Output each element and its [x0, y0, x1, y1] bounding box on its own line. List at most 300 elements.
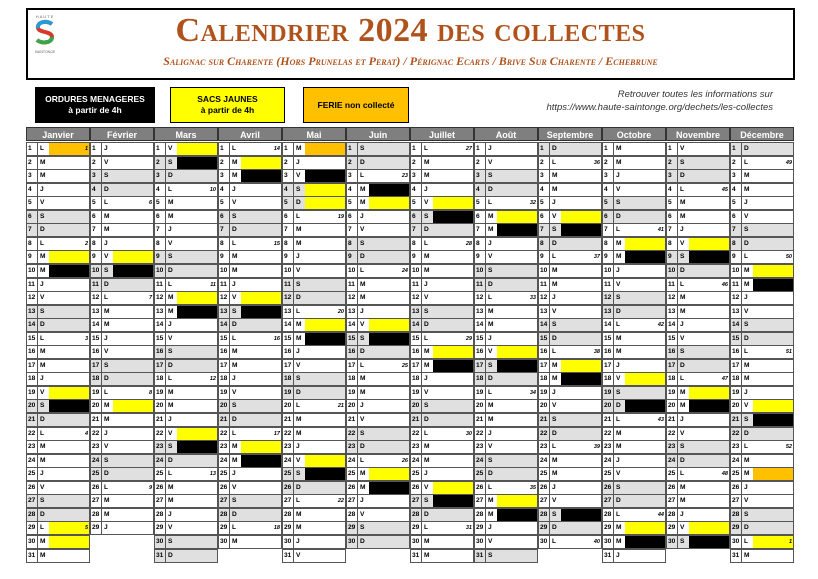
day-cell: [346, 278, 410, 292]
day-cell: [602, 440, 666, 454]
cell-divider: [229, 536, 230, 548]
day-cell: [218, 278, 282, 292]
day-cell: [282, 278, 346, 292]
cell-divider: [485, 387, 486, 399]
day-cell: [154, 427, 218, 441]
cell-divider: [293, 211, 294, 223]
day-number: 2: [668, 158, 672, 166]
day-number: 9: [412, 253, 416, 261]
day-cell: [90, 156, 154, 170]
weekday-letter: L: [488, 483, 493, 491]
weekday-letter: L: [680, 375, 685, 383]
cell-divider: [549, 292, 550, 304]
om-collection-marker: [433, 495, 473, 507]
weekday-letter: D: [616, 212, 621, 220]
weekday-letter: D: [680, 266, 685, 274]
week-number: 33: [529, 295, 536, 302]
cell-divider: [421, 197, 422, 209]
day-cell: [666, 318, 730, 332]
day-number: 22: [220, 429, 228, 437]
cell-divider: [229, 333, 230, 345]
weekday-letter: M: [40, 551, 46, 559]
day-cell: [666, 345, 730, 359]
weekday-letter: M: [232, 348, 238, 356]
day-number: 6: [732, 212, 736, 220]
sj-collection-marker: [497, 495, 537, 507]
cell-divider: [357, 414, 358, 426]
cell-divider: [485, 536, 486, 548]
week-number: 39: [593, 444, 600, 451]
cell-divider: [165, 224, 166, 236]
weekday-letter: V: [744, 402, 749, 410]
weekday-letter: S: [168, 443, 173, 451]
day-cell: [602, 454, 666, 468]
cell-divider: [357, 184, 358, 196]
weekday-letter: S: [360, 334, 365, 342]
week-number: 30: [465, 430, 472, 437]
weekday-letter: V: [40, 294, 45, 302]
weekday-letter: M: [744, 375, 750, 383]
day-number: 1: [412, 145, 416, 152]
cell-divider: [229, 495, 230, 507]
weekday-letter: L: [744, 253, 749, 261]
day-number: 18: [732, 375, 740, 383]
week-number: 22: [337, 498, 344, 505]
weekday-letter: V: [168, 334, 173, 342]
cell-divider: [165, 157, 166, 169]
day-number: 26: [220, 483, 228, 491]
day-number: 23: [668, 443, 676, 451]
cell-divider: [677, 455, 678, 467]
cell-divider: [293, 495, 294, 507]
cell-divider: [37, 400, 38, 412]
week-number: 37: [593, 254, 600, 261]
weekday-letter: V: [488, 158, 493, 166]
day-cell: [218, 454, 282, 468]
weekday-letter: V: [360, 226, 365, 234]
weekday-letter: D: [296, 294, 301, 302]
weekday-letter: S: [168, 537, 173, 545]
cell-divider: [37, 197, 38, 209]
day-number: 24: [476, 456, 484, 464]
day-cell: [538, 278, 602, 292]
weekday-letter: D: [232, 510, 237, 518]
weekday-letter: J: [104, 429, 108, 437]
day-cell: [666, 332, 730, 346]
weekday-letter: M: [488, 402, 494, 410]
cell-divider: [549, 522, 550, 534]
day-number: 27: [156, 497, 164, 505]
weekday-letter: M: [616, 348, 622, 356]
week-number: 51: [785, 349, 792, 356]
weekday-letter: J: [488, 429, 492, 437]
day-cell: [282, 372, 346, 386]
weekday-letter: S: [424, 212, 429, 220]
weekday-letter: S: [744, 416, 749, 423]
weekday-letter: M: [424, 537, 430, 545]
day-number: 17: [732, 361, 740, 369]
weekday-letter: J: [616, 172, 620, 180]
weekday-letter: L: [168, 375, 173, 383]
day-number: 25: [540, 470, 548, 478]
legend-om-label: ORDURES MENAGERES: [45, 94, 145, 104]
weekday-letter: J: [296, 443, 300, 451]
cell-divider: [485, 373, 486, 385]
day-number: 4: [604, 185, 608, 193]
day-number: 25: [412, 470, 420, 478]
weekday-letter: V: [104, 443, 109, 451]
day-cell: [666, 494, 730, 508]
day-number: 7: [476, 226, 480, 234]
weekday-letter: J: [360, 307, 364, 315]
day-cell: [282, 481, 346, 495]
cell-divider: [613, 387, 614, 399]
day-cell: [26, 223, 90, 237]
day-number: 27: [284, 497, 292, 505]
weekday-letter: S: [552, 226, 557, 234]
day-number: 19: [412, 388, 420, 396]
cell-divider: [485, 468, 486, 480]
cell-divider: [485, 550, 486, 562]
day-cell: [666, 264, 730, 278]
cell-divider: [485, 346, 486, 358]
cell-divider: [357, 495, 358, 507]
day-cell: [474, 142, 538, 156]
day-cell: [346, 413, 410, 427]
day-cell: [154, 250, 218, 264]
day-cell: [474, 454, 538, 468]
day-cell: [410, 332, 474, 346]
day-number: 3: [604, 172, 608, 180]
week-number: 45: [721, 186, 728, 193]
weekday-letter: M: [40, 537, 46, 545]
weekday-letter: D: [424, 321, 429, 329]
weekday-letter: M: [680, 483, 686, 491]
weekday-letter: L: [360, 361, 365, 369]
day-cell: [90, 237, 154, 251]
weekday-letter: D: [488, 185, 493, 193]
weekday-letter: M: [104, 212, 110, 220]
day-number: 3: [28, 172, 32, 180]
week-number: 26: [401, 457, 408, 464]
cell-divider: [165, 265, 166, 277]
weekday-letter: L: [488, 388, 493, 396]
day-cell: [730, 183, 794, 197]
weekday-letter: S: [552, 321, 557, 329]
day-number: 28: [732, 510, 740, 518]
weekday-letter: L: [360, 172, 365, 180]
day-number: 22: [668, 429, 676, 437]
cell-divider: [229, 428, 230, 440]
weekday-letter: M: [680, 388, 686, 396]
weekday-letter: V: [232, 483, 237, 491]
day-cell: [602, 210, 666, 224]
day-number: 8: [284, 239, 288, 247]
cell-divider: [741, 482, 742, 494]
weekday-letter: M: [552, 185, 558, 193]
weekday-letter: M: [232, 266, 238, 274]
day-cell: [602, 427, 666, 441]
weekday-letter: M: [168, 388, 174, 396]
weekday-letter: V: [680, 145, 685, 152]
day-number: 24: [284, 456, 292, 464]
weekday-letter: S: [616, 388, 621, 396]
day-number: 16: [604, 348, 612, 356]
cell-divider: [677, 157, 678, 169]
cell-divider: [101, 400, 102, 412]
day-cell: [90, 345, 154, 359]
day-number: 17: [284, 361, 292, 369]
week-number: 44: [657, 511, 664, 518]
day-cell: [26, 237, 90, 251]
day-cell: [602, 332, 666, 346]
day-number: 28: [220, 510, 228, 518]
day-cell: [26, 183, 90, 197]
om-collection-marker: [689, 536, 729, 548]
day-number: 10: [732, 266, 740, 274]
day-cell: [346, 291, 410, 305]
day-cell: [282, 250, 346, 264]
cell-divider: [229, 346, 230, 358]
day-number: 24: [540, 456, 548, 464]
cell-divider: [613, 373, 614, 385]
day-number: 9: [28, 253, 32, 261]
day-number: 9: [348, 253, 352, 261]
day-cell: [346, 210, 410, 224]
sj-collection-marker: [241, 157, 281, 169]
day-number: 24: [28, 456, 36, 464]
day-number: 3: [284, 172, 288, 180]
day-number: 7: [732, 226, 736, 234]
cell-divider: [741, 550, 742, 562]
cell-divider: [101, 279, 102, 291]
cell-divider: [293, 251, 294, 263]
cell-divider: [421, 157, 422, 169]
weekday-letter: D: [680, 361, 685, 369]
day-number: 17: [412, 361, 420, 369]
day-number: 5: [732, 199, 736, 207]
cell-divider: [101, 319, 102, 331]
cell-divider: [549, 373, 550, 385]
cell-divider: [293, 184, 294, 196]
day-number: 6: [412, 212, 416, 220]
cell-divider: [485, 211, 486, 223]
om-collection-marker: [369, 184, 409, 196]
weekday-letter: S: [424, 307, 429, 315]
cell-divider: [357, 536, 358, 548]
day-number: 17: [156, 361, 164, 369]
month-header-3: Mars: [154, 127, 218, 141]
day-cell: [410, 142, 474, 156]
om-collection-marker: [49, 400, 89, 412]
day-cell: [538, 386, 602, 400]
weekday-letter: M: [744, 551, 750, 559]
day-cell: [282, 223, 346, 237]
day-cell: [666, 196, 730, 210]
week-number: 25: [401, 362, 408, 369]
weekday-letter: J: [168, 226, 172, 234]
cell-divider: [37, 414, 38, 426]
cell-divider: [741, 319, 742, 331]
day-number: 4: [668, 185, 672, 193]
day-cell: [730, 223, 794, 237]
cell-divider: [485, 251, 486, 263]
cell-divider: [37, 170, 38, 182]
cell-divider: [741, 509, 742, 521]
weekday-letter: S: [680, 158, 685, 166]
cell-divider: [613, 346, 614, 358]
day-cell: [666, 142, 730, 156]
cell-divider: [165, 482, 166, 494]
weekday-letter: D: [488, 375, 493, 383]
weekday-letter: D: [488, 280, 493, 288]
day-number: 26: [604, 483, 612, 491]
day-number: 28: [476, 510, 484, 518]
weekday-letter: J: [552, 388, 556, 396]
weekday-letter: S: [296, 185, 301, 193]
om-collection-marker: [177, 441, 217, 453]
day-number: 17: [540, 361, 548, 369]
day-number: 29: [412, 524, 420, 532]
day-number: 16: [156, 348, 164, 356]
cell-divider: [613, 184, 614, 196]
cell-divider: [101, 238, 102, 250]
day-number: 22: [604, 429, 612, 437]
day-number: 6: [604, 212, 608, 220]
cell-divider: [677, 522, 678, 534]
cell-divider: [741, 143, 742, 155]
weekday-letter: V: [104, 253, 109, 261]
cell-divider: [229, 455, 230, 467]
cell-divider: [421, 306, 422, 318]
day-cell: [474, 372, 538, 386]
cell-divider: [37, 265, 38, 277]
day-cell: [474, 278, 538, 292]
week-number: 4: [84, 430, 88, 437]
day-cell: [218, 318, 282, 332]
day-number: 23: [732, 443, 740, 451]
day-cell: [346, 223, 410, 237]
day-cell: [538, 291, 602, 305]
day-cell: [602, 169, 666, 183]
weekday-letter: M: [616, 443, 622, 451]
month-header-7: Juillet: [410, 127, 474, 141]
day-number: 22: [28, 429, 36, 437]
cell-divider: [741, 400, 742, 412]
weekday-letter: L: [552, 253, 557, 261]
cell-divider: [741, 265, 742, 277]
cell-divider: [613, 238, 614, 250]
weekday-letter: J: [744, 199, 748, 207]
weekday-letter: D: [40, 321, 45, 329]
day-number: 1: [476, 145, 480, 152]
sj-collection-marker: [49, 522, 89, 534]
weekday-letter: S: [360, 524, 365, 532]
weekday-letter: S: [168, 348, 173, 356]
weekday-letter: D: [40, 510, 45, 518]
cell-divider: [101, 509, 102, 521]
cell-divider: [293, 550, 294, 562]
day-number: 23: [348, 443, 356, 451]
day-cell: [346, 196, 410, 210]
cell-divider: [101, 197, 102, 209]
weekday-letter: L: [40, 334, 45, 342]
cell-divider: [357, 197, 358, 209]
day-cell: [410, 278, 474, 292]
cell-divider: [229, 251, 230, 263]
cell-divider: [357, 373, 358, 385]
cell-divider: [357, 482, 358, 494]
day-number: 19: [348, 388, 356, 396]
day-number: 1: [28, 145, 32, 152]
cell-divider: [165, 373, 166, 385]
day-number: 9: [540, 253, 544, 261]
day-cell: [26, 318, 90, 332]
week-number: 41: [657, 227, 664, 234]
day-cell: [538, 318, 602, 332]
cell-divider: [549, 157, 550, 169]
cell-divider: [677, 468, 678, 480]
sj-collection-marker: [433, 346, 473, 358]
cell-divider: [165, 414, 166, 426]
weekday-letter: M: [168, 294, 174, 302]
day-number: 8: [92, 239, 96, 247]
day-number: 6: [156, 212, 160, 220]
day-number: 16: [476, 348, 484, 356]
day-cell: [730, 386, 794, 400]
cell-divider: [165, 238, 166, 250]
cell-divider: [613, 468, 614, 480]
day-cell: [218, 399, 282, 413]
day-cell: [218, 183, 282, 197]
weekday-letter: S: [296, 470, 301, 478]
weekday-letter: D: [744, 334, 749, 342]
cell-divider: [677, 279, 678, 291]
day-number: 27: [348, 497, 356, 505]
day-cell: [90, 250, 154, 264]
day-cell: [602, 372, 666, 386]
day-cell: [666, 223, 730, 237]
day-cell: [410, 535, 474, 549]
day-number: 18: [476, 375, 484, 383]
day-number: 31: [28, 551, 36, 559]
day-cell: [154, 535, 218, 549]
weekday-letter: M: [104, 416, 110, 423]
day-cell: [602, 359, 666, 373]
day-cell: [218, 440, 282, 454]
cell-divider: [485, 238, 486, 250]
cell-divider: [293, 238, 294, 250]
day-number: 24: [412, 456, 420, 464]
cell-divider: [549, 400, 550, 412]
week-number: 2: [84, 240, 88, 247]
day-cell: [90, 494, 154, 508]
info-url[interactable]: https://www.haute-saintonge.org/dechets/les-collectes: [546, 102, 773, 113]
day-number: 30: [348, 537, 356, 545]
weekday-letter: M: [168, 497, 174, 505]
day-number: 13: [476, 307, 484, 315]
cell-divider: [357, 211, 358, 223]
cell-divider: [165, 428, 166, 440]
day-cell: [154, 183, 218, 197]
day-cell: [410, 494, 474, 508]
day-number: 28: [284, 510, 292, 518]
cell-divider: [229, 360, 230, 372]
day-number: 23: [284, 443, 292, 451]
day-number: 8: [668, 239, 672, 247]
cell-divider: [741, 360, 742, 372]
cell-divider: [357, 319, 358, 331]
